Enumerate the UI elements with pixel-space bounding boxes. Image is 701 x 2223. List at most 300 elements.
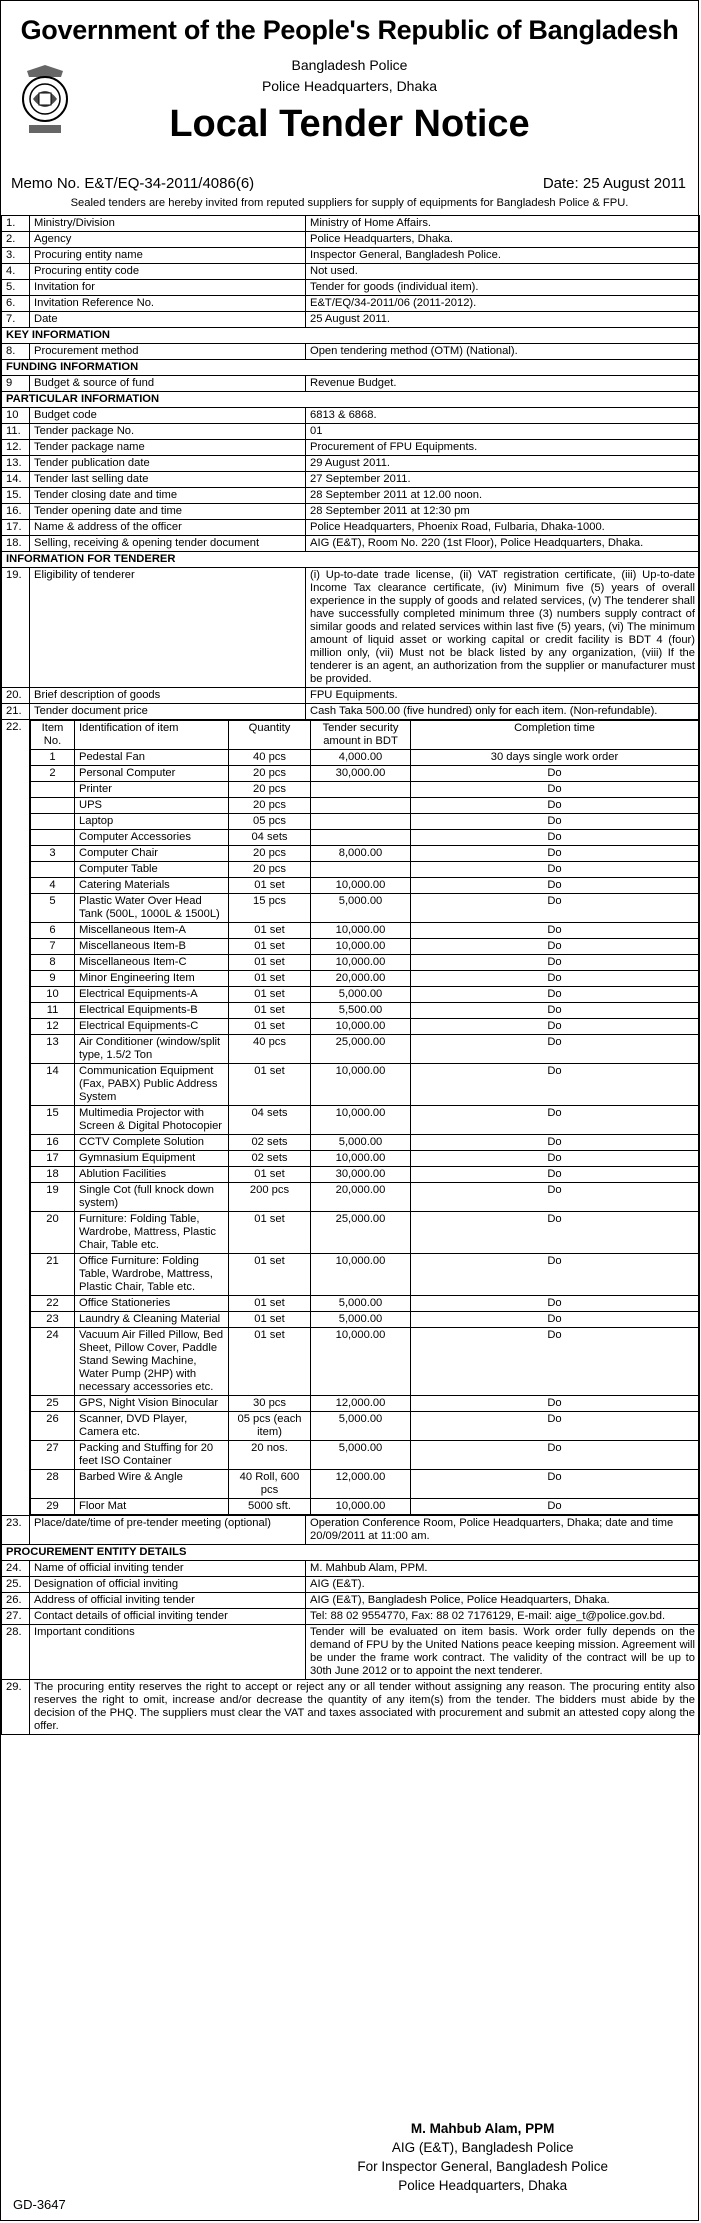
item-row: [31, 830, 699, 846]
row-no: 26.: [2, 1593, 30, 1609]
item-quantity: 02 sets: [229, 1135, 311, 1151]
item-completion: Do: [411, 1396, 699, 1412]
item-quantity: 200 pcs: [229, 1183, 311, 1212]
row-value: 29 August 2011.: [306, 456, 700, 472]
item-no: 7: [31, 939, 75, 955]
item-completion: Do: [411, 1441, 699, 1470]
item-no: 16: [31, 1135, 75, 1151]
item-quantity: 20 pcs: [229, 766, 311, 782]
item-quantity: 40 Roll, 600 pcs: [229, 1470, 311, 1499]
row-no: 11.: [2, 424, 30, 440]
item-no: 12: [31, 1019, 75, 1035]
item-quantity: 20 pcs: [229, 782, 311, 798]
signatory-line-1: AIG (E&T), Bangladesh Police: [391, 2140, 574, 2155]
table-row: [2, 1609, 700, 1625]
item-no: 13: [31, 1035, 75, 1064]
item-no: 22: [31, 1296, 75, 1312]
item-name: Minor Engineering Item: [75, 971, 229, 987]
item-quantity: 01 set: [229, 1003, 311, 1019]
item-quantity: 01 set: [229, 987, 311, 1003]
item-name: Air Conditioner (window/split type, 1.5/2 Ton: [75, 1035, 229, 1064]
item-security: 10,000.00: [311, 1499, 411, 1515]
item-name: Multimedia Projector with Screen & Digital Photocopier: [75, 1106, 229, 1135]
row-no: 20.: [2, 688, 30, 704]
row-label: Tender last selling date: [30, 472, 306, 488]
row-value: Tender will be evaluated on item basis. Work order fully depends on the demand of FPU by the United Nations peace keeping mission. Agreement will be under the frame work contract. The validity of the contract will be up to 30th June 2012 or to appoint the next tenderer.: [306, 1625, 700, 1680]
item-no: 23: [31, 1312, 75, 1328]
item-quantity: 15 pcs: [229, 894, 311, 923]
item-security: 5,000.00: [311, 987, 411, 1003]
item-completion: Do: [411, 1183, 699, 1212]
item-security: 5,500.00: [311, 1003, 411, 1019]
item-no: 9: [31, 971, 75, 987]
item-row: [31, 1328, 699, 1396]
row-label: Tender package name: [30, 440, 306, 456]
item-completion: Do: [411, 1035, 699, 1064]
item-name: Scanner, DVD Player, Camera etc.: [75, 1412, 229, 1441]
items-container: [30, 720, 700, 1516]
item-no: 10: [31, 987, 75, 1003]
item-no: 6: [31, 923, 75, 939]
row-no: 21.: [2, 704, 30, 720]
item-row: [31, 798, 699, 814]
row-value: FPU Equipments.: [306, 688, 700, 704]
table-row: [2, 1516, 700, 1545]
item-name: Laundry & Cleaning Material: [75, 1312, 229, 1328]
row-no: 3.: [2, 248, 30, 264]
item-no: 26: [31, 1412, 75, 1441]
item-completion: Do: [411, 1470, 699, 1499]
row-label: Tender opening date and time: [30, 504, 306, 520]
signatory-line-3: Police Headquarters, Dhaka: [398, 2178, 568, 2193]
item-row: [31, 1499, 699, 1515]
item-name: Miscellaneous Item-A: [75, 923, 229, 939]
row-no: 25.: [2, 1577, 30, 1593]
item-row: [31, 987, 699, 1003]
item-security: 10,000.00: [311, 939, 411, 955]
section-row: [2, 392, 700, 408]
item-completion: Do: [411, 1135, 699, 1151]
section-heading: FUNDING INFORMATION: [2, 360, 700, 376]
item-row: [31, 1441, 699, 1470]
item-name: Barbed Wire & Angle: [75, 1470, 229, 1499]
item-completion: Do: [411, 939, 699, 955]
item-security: 25,000.00: [311, 1035, 411, 1064]
item-name: GPS, Night Vision Binocular: [75, 1396, 229, 1412]
item-security: 10,000.00: [311, 923, 411, 939]
item-security: 30,000.00: [311, 1167, 411, 1183]
item-no: 28: [31, 1470, 75, 1499]
item-completion: Do: [411, 1064, 699, 1106]
item-no: 20: [31, 1212, 75, 1254]
item-row: [31, 878, 699, 894]
item-name: Office Stationeries: [75, 1296, 229, 1312]
item-quantity: 01 set: [229, 939, 311, 955]
row-label: Eligibility of tenderer: [30, 568, 306, 688]
section-row: [2, 1545, 700, 1561]
item-quantity: 20 pcs: [229, 846, 311, 862]
item-completion: Do: [411, 1328, 699, 1396]
row-value: M. Mahbub Alam, PPM.: [306, 1561, 700, 1577]
item-no: [31, 782, 75, 798]
item-no: 8: [31, 955, 75, 971]
item-completion: Do: [411, 1296, 699, 1312]
item-name: Personal Computer: [75, 766, 229, 782]
table-row: [2, 1561, 700, 1577]
item-no: 29: [31, 1499, 75, 1515]
section-heading: PARTICULAR INFORMATION: [2, 392, 700, 408]
items-header-row: [31, 721, 699, 750]
item-no: 2: [31, 766, 75, 782]
item-no: 27: [31, 1441, 75, 1470]
item-security: 5,000.00: [311, 1441, 411, 1470]
table-row: [2, 1593, 700, 1609]
row-label: Procurement method: [30, 344, 306, 360]
header: [1, 1, 698, 169]
item-row: [31, 814, 699, 830]
table-row: [2, 1680, 700, 1735]
item-no: 1: [31, 750, 75, 766]
row-label: Invitation Reference No.: [30, 296, 306, 312]
item-row: [31, 846, 699, 862]
item-no: 25: [31, 1396, 75, 1412]
row-value: Tel: 88 02 9554770, Fax: 88 02 7176129, E-mail: aige_t@police.gov.bd.: [306, 1609, 700, 1625]
item-row: [31, 1396, 699, 1412]
item-security: 10,000.00: [311, 1151, 411, 1167]
row-label: Selling, receiving & opening tender document: [30, 536, 306, 552]
row-label: Tender package No.: [30, 424, 306, 440]
table-row: [2, 504, 700, 520]
item-name: Electrical Equipments-B: [75, 1003, 229, 1019]
item-security: 20,000.00: [311, 1183, 411, 1212]
section-heading: INFORMATION FOR TENDERER: [2, 552, 700, 568]
memo-date: Date: 25 August 2011: [542, 175, 686, 192]
row-no: 23.: [2, 1516, 30, 1545]
item-completion: Do: [411, 1254, 699, 1296]
item-row: [31, 782, 699, 798]
item-security: 10,000.00: [311, 1328, 411, 1396]
row-no: 24.: [2, 1561, 30, 1577]
section-row: [2, 328, 700, 344]
table-row: [2, 344, 700, 360]
item-quantity: 20 pcs: [229, 862, 311, 878]
item-quantity: 01 set: [229, 1019, 311, 1035]
row-label: Agency: [30, 232, 306, 248]
item-quantity: 01 set: [229, 878, 311, 894]
table-row: [2, 568, 700, 688]
row-label: Important conditions: [30, 1625, 306, 1680]
row-no: 2.: [2, 232, 30, 248]
item-security: 5,000.00: [311, 1135, 411, 1151]
row-label: Name of official inviting tender: [30, 1561, 306, 1577]
item-security: 5,000.00: [311, 894, 411, 923]
table-row: [2, 296, 700, 312]
table-row: [2, 376, 700, 392]
item-row: [31, 1183, 699, 1212]
item-no: 15: [31, 1106, 75, 1135]
row-label: Budget code: [30, 408, 306, 424]
item-completion: Do: [411, 1312, 699, 1328]
item-row: [31, 1106, 699, 1135]
item-security: [311, 782, 411, 798]
item-quantity: 40 pcs: [229, 750, 311, 766]
row-no: 8.: [2, 344, 30, 360]
item-name: Single Cot (full knock down system): [75, 1183, 229, 1212]
item-no: 18: [31, 1167, 75, 1183]
item-security: [311, 830, 411, 846]
item-name: Computer Table: [75, 862, 229, 878]
row-no: 16.: [2, 504, 30, 520]
item-row: [31, 1312, 699, 1328]
item-name: Packing and Stuffing for 20 feet ISO Container: [75, 1441, 229, 1470]
item-security: 12,000.00: [311, 1396, 411, 1412]
row-value: 27 September 2011.: [306, 472, 700, 488]
table-row: [2, 424, 700, 440]
item-security: 5,000.00: [311, 1296, 411, 1312]
section-row: [2, 552, 700, 568]
item-completion: Do: [411, 923, 699, 939]
item-quantity: 05 pcs: [229, 814, 311, 830]
item-quantity: 30 pcs: [229, 1396, 311, 1412]
item-quantity: 01 set: [229, 1212, 311, 1254]
item-security: 10,000.00: [311, 1106, 411, 1135]
row-no: 9: [2, 376, 30, 392]
item-row: [31, 862, 699, 878]
item-quantity: 01 set: [229, 923, 311, 939]
table-row: [2, 232, 700, 248]
item-completion: Do: [411, 814, 699, 830]
item-row: [31, 971, 699, 987]
row-label: Procuring entity code: [30, 264, 306, 280]
item-completion: Do: [411, 830, 699, 846]
item-no: 4: [31, 878, 75, 894]
row-no: 10: [2, 408, 30, 424]
table-row: [2, 536, 700, 552]
row-value: 01: [306, 424, 700, 440]
item-security: 10,000.00: [311, 1254, 411, 1296]
row-value: Not used.: [306, 264, 700, 280]
item-security: [311, 798, 411, 814]
section-heading: KEY INFORMATION: [2, 328, 700, 344]
table-row: [2, 520, 700, 536]
item-quantity: 04 sets: [229, 830, 311, 846]
item-completion: Do: [411, 766, 699, 782]
item-name: Computer Accessories: [75, 830, 229, 846]
item-row: [31, 1470, 699, 1499]
item-row: [31, 1019, 699, 1035]
item-no: 14: [31, 1064, 75, 1106]
signatory-line-2: For Inspector General, Bangladesh Police: [357, 2159, 608, 2174]
row-value: Open tendering method (OTM) (National).: [306, 344, 700, 360]
item-no: 11: [31, 1003, 75, 1019]
item-quantity: 40 pcs: [229, 1035, 311, 1064]
header-completion: Completion time: [411, 721, 699, 750]
row-value: AIG (E&T), Room No. 220 (1st Floor), Police Headquarters, Dhaka.: [306, 536, 700, 552]
item-name: Catering Materials: [75, 878, 229, 894]
government-title: Government of the People's Republic of Bangladesh: [20, 15, 679, 45]
items-table: [30, 720, 699, 1515]
item-completion: Do: [411, 971, 699, 987]
item-security: 20,000.00: [311, 971, 411, 987]
row-value: E&T/EQ/34-2011/06 (2011-2012).: [306, 296, 700, 312]
row-value: Ministry of Home Affairs.: [306, 216, 700, 232]
item-security: 25,000.00: [311, 1212, 411, 1254]
item-completion: Do: [411, 798, 699, 814]
table-row: [2, 1625, 700, 1680]
item-completion: Do: [411, 1106, 699, 1135]
row-value: The procuring entity reserves the right to accept or reject any or all tender without assigning any reason. The procuring entity also reserves the right to omit, increase and/or decrease the quantity of any item(s) from the tender. The bidders must abide by the decision of the PHQ. The suppliers must clear the VAT and taxes associated with procurement and submit an attested copy along the offer.: [30, 1680, 700, 1735]
row-value: Inspector General, Bangladesh Police.: [306, 248, 700, 264]
section-row: [2, 360, 700, 376]
item-quantity: 05 pcs (each item): [229, 1412, 311, 1441]
org-line-1: Bangladesh Police: [291, 57, 408, 73]
row-label: Ministry/Division: [30, 216, 306, 232]
item-security: 5,000.00: [311, 1312, 411, 1328]
row-no: 18.: [2, 536, 30, 552]
item-security: 5,000.00: [311, 1412, 411, 1441]
table-row: [2, 1577, 700, 1593]
table-row: [2, 472, 700, 488]
table-row: [2, 704, 700, 720]
item-name: Ablution Facilities: [75, 1167, 229, 1183]
row-value: Cash Taka 500.00 (five hundred) only for each item. (Non-refundable).: [306, 704, 700, 720]
header-quantity: Quantity: [229, 721, 311, 750]
item-row: [31, 1003, 699, 1019]
row-no: 7.: [2, 312, 30, 328]
items-body: [31, 750, 699, 1515]
item-completion: Do: [411, 987, 699, 1003]
item-row: [31, 1254, 699, 1296]
item-name: Miscellaneous Item-B: [75, 939, 229, 955]
row-no: 27.: [2, 1609, 30, 1625]
table-row: [2, 456, 700, 472]
row-value: 6813 & 6868.: [306, 408, 700, 424]
item-quantity: 01 set: [229, 955, 311, 971]
table-row: [2, 688, 700, 704]
item-security: 10,000.00: [311, 955, 411, 971]
org-line-2: Police Headquarters, Dhaka: [261, 78, 438, 94]
row-no: 4.: [2, 264, 30, 280]
row-label: Contact details of official inviting tender: [30, 1609, 306, 1625]
intro-text: Sealed tenders are hereby invited from reputed suppliers for supply of equipments for Bangladesh Police & FPU.: [70, 197, 629, 209]
item-completion: Do: [411, 955, 699, 971]
item-completion: Do: [411, 862, 699, 878]
item-row: [31, 1167, 699, 1183]
row-label: Designation of official inviting: [30, 1577, 306, 1593]
row-label: Invitation for: [30, 280, 306, 296]
item-quantity: 01 set: [229, 1064, 311, 1106]
item-security: 12,000.00: [311, 1470, 411, 1499]
item-row: [31, 766, 699, 782]
row-value: AIG (E&T).: [306, 1577, 700, 1593]
row-value: 25 August 2011.: [306, 312, 700, 328]
item-quantity: 20 nos.: [229, 1441, 311, 1470]
item-row: [31, 1151, 699, 1167]
item-no: [31, 798, 75, 814]
row-value: (i) Up-to-date trade license, (ii) VAT registration certificate, (iii) Up-to-date Income Tax clearance certificate, (iv) Minimum five (5) years of overall experience in the supply of goods and related services, (v) The tenderer shall have successfully completed minimum three (3) numbers supply contract of similar goods and related services within last five (5) years, (vi) The minimum amount of liquid asset or working capital or credit facility is BDT 4 (four) million only, (vii) Must not be black listed by any organization, (viii) If the tenderer is an agent, an authorization from the supplier or manufacturer must be provided.: [306, 568, 700, 688]
items-row: [2, 720, 700, 1516]
tender-table: [1, 215, 700, 1735]
item-security: 30,000.00: [311, 766, 411, 782]
item-completion: Do: [411, 1212, 699, 1254]
item-no: 19: [31, 1183, 75, 1212]
item-completion: Do: [411, 846, 699, 862]
item-completion: Do: [411, 1499, 699, 1515]
item-name: Electrical Equipments-A: [75, 987, 229, 1003]
item-row: [31, 1135, 699, 1151]
item-quantity: 01 set: [229, 971, 311, 987]
item-no: 21: [31, 1254, 75, 1296]
row-value: Procurement of FPU Equipments.: [306, 440, 700, 456]
item-completion: Do: [411, 878, 699, 894]
item-name: Pedestal Fan: [75, 750, 229, 766]
signature-block: [357, 2119, 608, 2195]
item-completion: Do: [411, 1167, 699, 1183]
item-no: 5: [31, 894, 75, 923]
item-row: [31, 1035, 699, 1064]
row-no: 15.: [2, 488, 30, 504]
row-value: Tender for goods (individual item).: [306, 280, 700, 296]
item-completion: Do: [411, 894, 699, 923]
table-row: [2, 408, 700, 424]
table-row: [2, 488, 700, 504]
item-name: Plastic Water Over Head Tank (500L, 1000L & 1500L): [75, 894, 229, 923]
table-row: [2, 248, 700, 264]
item-row: [31, 1296, 699, 1312]
item-row: [31, 955, 699, 971]
item-quantity: 02 sets: [229, 1151, 311, 1167]
row-value: Police Headquarters, Dhaka.: [306, 232, 700, 248]
item-no: 17: [31, 1151, 75, 1167]
item-security: 10,000.00: [311, 1064, 411, 1106]
item-name: Laptop: [75, 814, 229, 830]
row-no: 28.: [2, 1625, 30, 1680]
table-row: [2, 312, 700, 328]
item-no: 3: [31, 846, 75, 862]
item-completion: 30 days single work order: [411, 750, 699, 766]
row-no: 5.: [2, 280, 30, 296]
item-quantity: 01 set: [229, 1167, 311, 1183]
item-name: Electrical Equipments-C: [75, 1019, 229, 1035]
row-no: 19.: [2, 568, 30, 688]
item-completion: Do: [411, 1151, 699, 1167]
item-name: Computer Chair: [75, 846, 229, 862]
item-completion: Do: [411, 1412, 699, 1441]
item-completion: Do: [411, 782, 699, 798]
row-no: 6.: [2, 296, 30, 312]
row-label: Place/date/time of pre-tender meeting (optional): [30, 1516, 306, 1545]
row-no: 14.: [2, 472, 30, 488]
header-security: Tender security amount in BDT: [311, 721, 411, 750]
item-name: Miscellaneous Item-C: [75, 955, 229, 971]
item-security: [311, 862, 411, 878]
row-no: 12.: [2, 440, 30, 456]
item-security: 10,000.00: [311, 878, 411, 894]
table-row: [2, 440, 700, 456]
item-no: [31, 862, 75, 878]
row-label: Tender publication date: [30, 456, 306, 472]
row-no: 13.: [2, 456, 30, 472]
row-no: 1.: [2, 216, 30, 232]
item-quantity: 20 pcs: [229, 798, 311, 814]
row-label: Date: [30, 312, 306, 328]
item-name: Printer: [75, 782, 229, 798]
item-security: [311, 814, 411, 830]
item-quantity: 01 set: [229, 1296, 311, 1312]
row-value: Operation Conference Room, Police Headquarters, Dhaka; date and time 20/09/2011 at 11:00 am.: [306, 1516, 700, 1545]
item-security: 10,000.00: [311, 1019, 411, 1035]
item-quantity: 01 set: [229, 1254, 311, 1296]
